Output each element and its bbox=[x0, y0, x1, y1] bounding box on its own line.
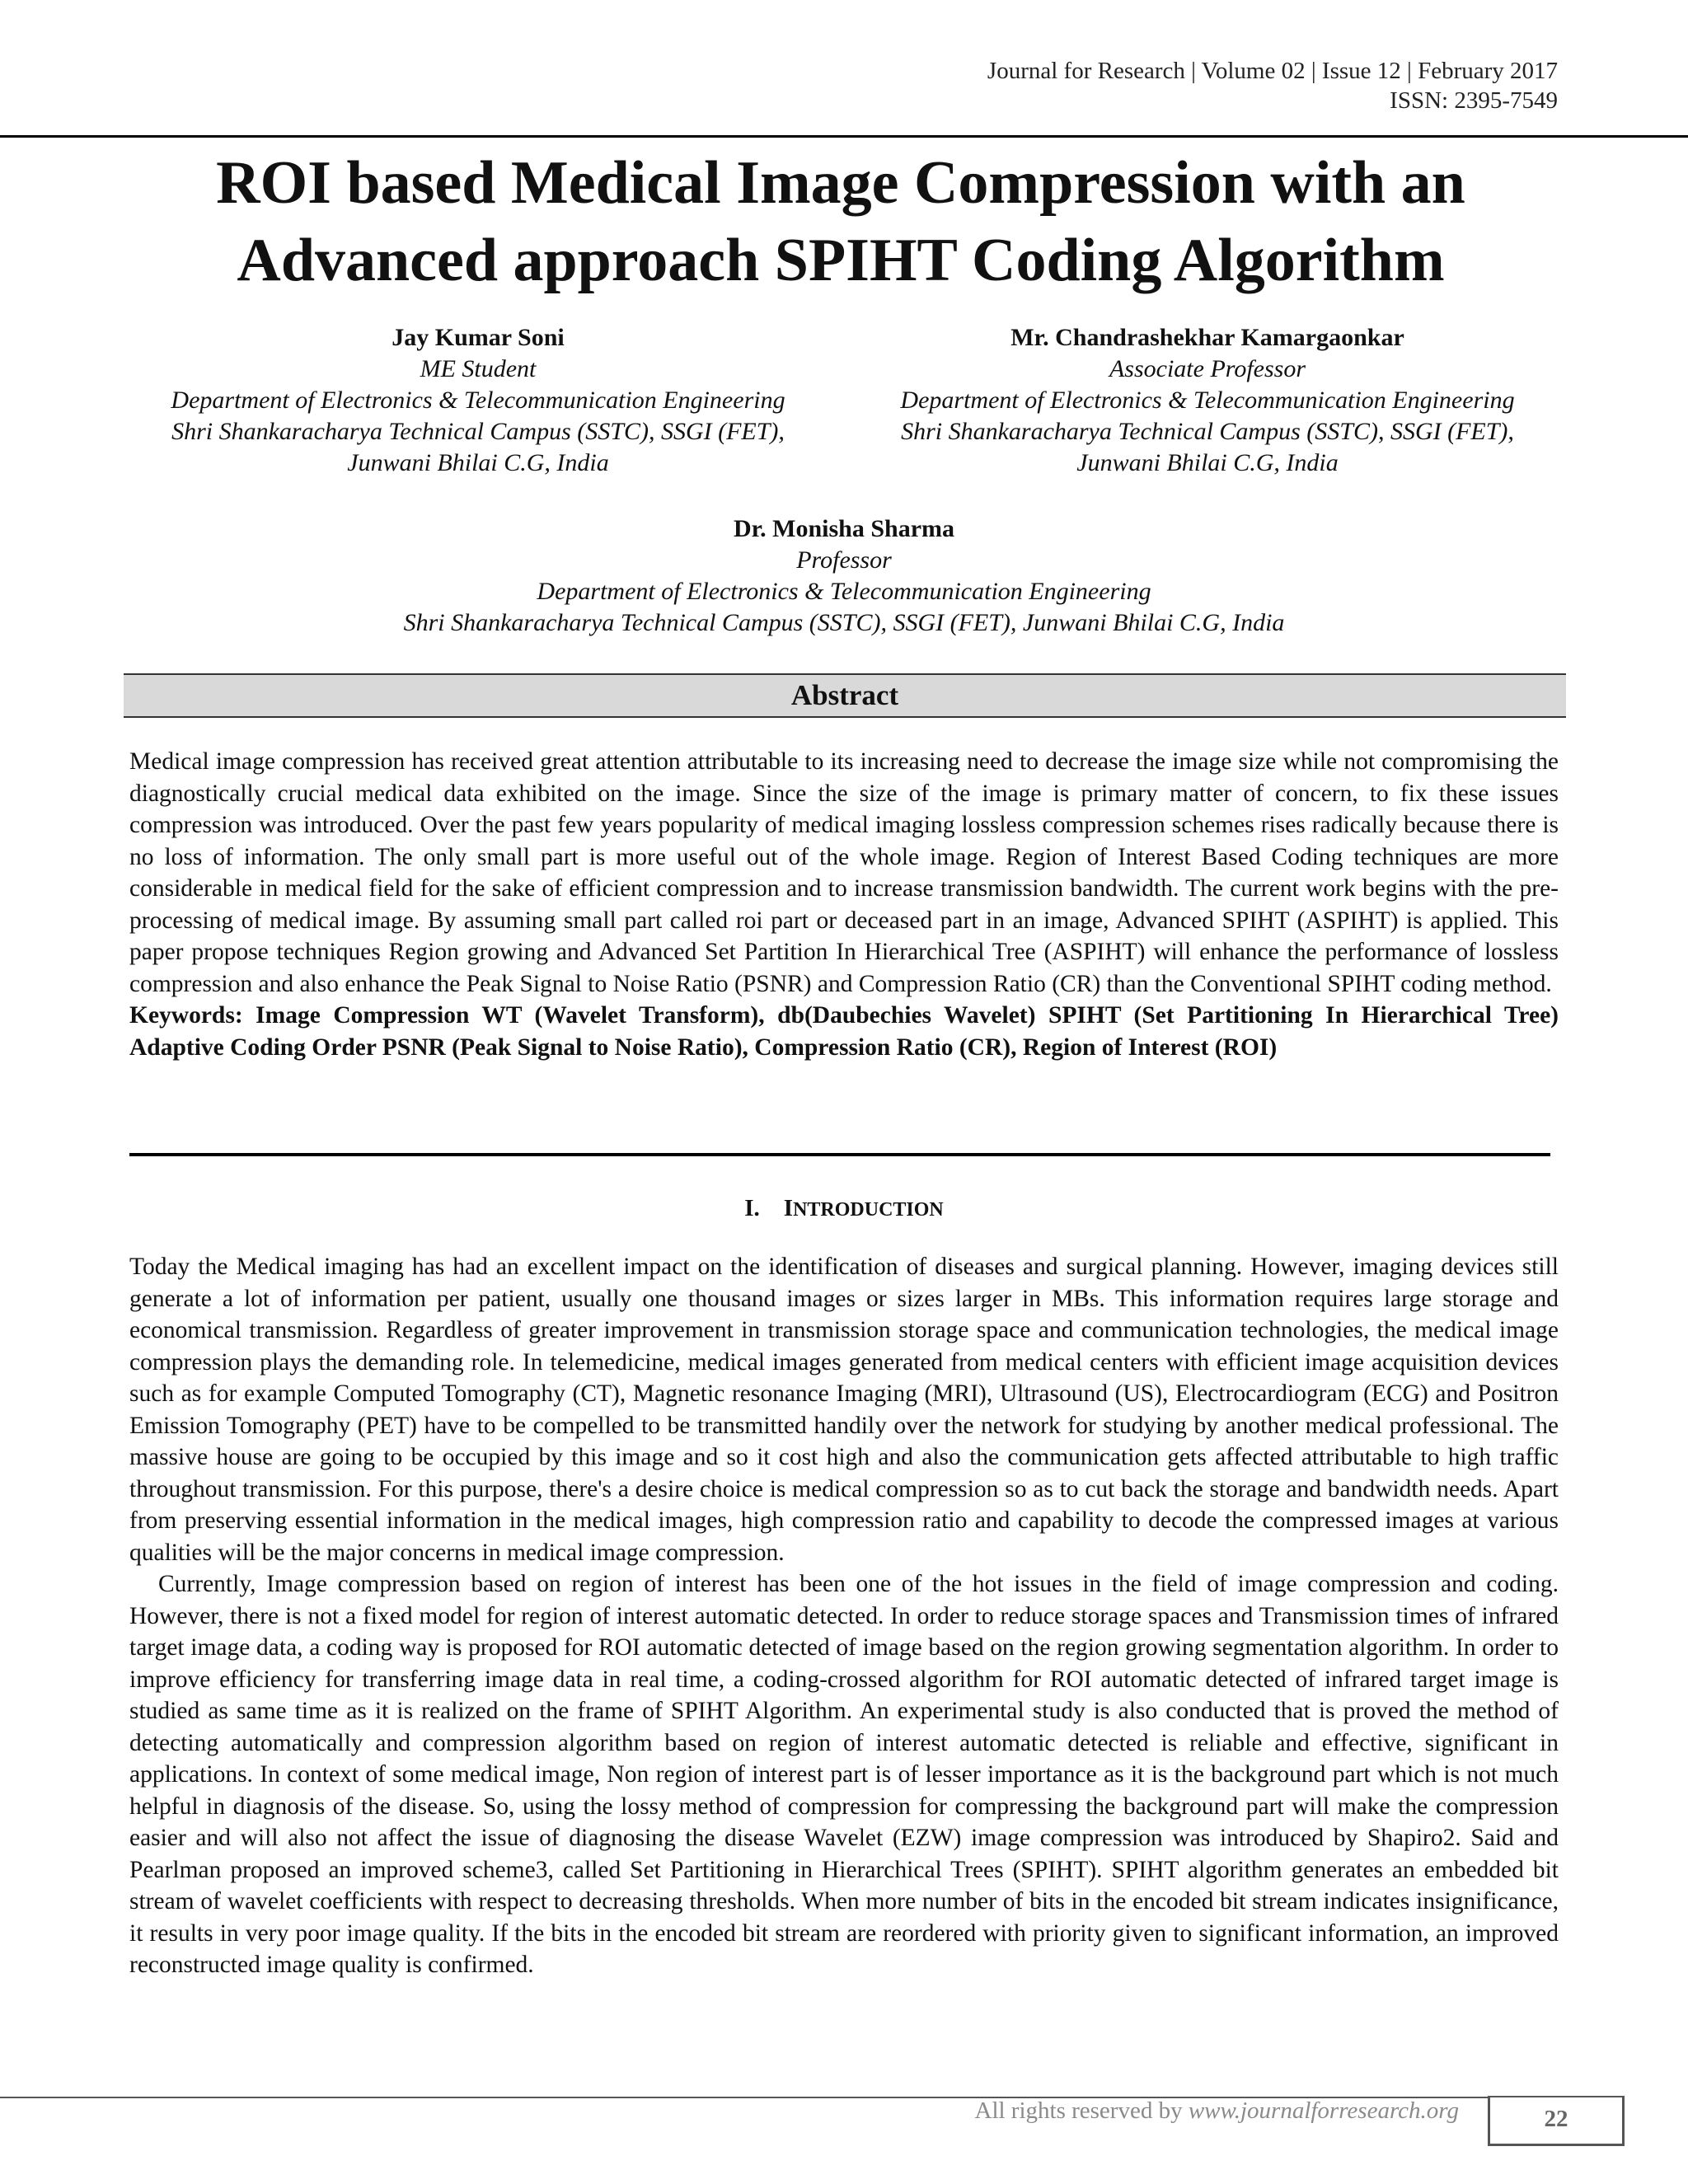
author-institution: Shri Shankaracharya Technical Campus (SSTC), SSGI (FET), Junwani Bhilai C.G, India bbox=[403, 609, 1285, 636]
author-department: Department of Electronics & Telecommunication Engineering bbox=[537, 578, 1151, 605]
paper-title bbox=[99, 144, 1582, 299]
section-heading-introduction bbox=[0, 1193, 1688, 1225]
author-block-3 bbox=[206, 513, 1482, 639]
abstract-divider bbox=[129, 1153, 1550, 1156]
section-title-initial: I bbox=[783, 1195, 794, 1221]
abstract-text: Medical image compression has received great attention attributable to its increasing need to decrease the image size while not compromising the diagnostically crucial medical data exhibited on the image. Since the size of the image is primary matter of concern, to fix these issues compression was introduced. Over the past few years popularity of medical imaging lossless compression schemes rises radically because there is no loss of information. The only small part is more useful out of the whole image. Region of Interest Based Coding techniques are more considerable in medical field for the sake of efficient compression and to increase transmission bandwidth. The current work begins with the pre-processing of medical image. By assuming small part called roi part or deceased part in an image, Advanced SPIHT (ASPIHT) is applied. This paper propose techniques Region growing and Advanced Set Partition In Hierarchical Tree (ASPIHT) will enhance the performance of lossless compression and also enhance the Peak Signal to Noise Ratio (PSNR) and Compression Ratio (CR) than the Conventional SPIHT coding method. bbox=[129, 748, 1559, 997]
page-number: 22 bbox=[1544, 2106, 1568, 2132]
introduction-body bbox=[129, 1251, 1559, 1981]
author-department: Department of Electronics & Telecommunication Engineering bbox=[171, 387, 785, 414]
title-line-2: Advanced approach SPIHT Coding Algorithm bbox=[237, 227, 1445, 294]
author-institution: Shri Shankaracharya Technical Campus (SSTC), SSGI (FET), bbox=[901, 418, 1514, 445]
paragraph: Currently, Image compression based on region of interest has been one of the hot issues in the field of image compression and coding. However, there is not a fixed model for region of interest automatic detected. In order to reduce storage spaces and Transmission times of infrared target image data, a coding way is proposed for ROI automatic detected of image based on the region growing segmentation algorithm. In order to improve efficiency for transferring image data in real time, a coding-crossed algorithm for ROI automatic detected of infrared target image is studied as same time as it is realized on the frame of SPIHT Algorithm. An experimental study is also conducted that is proved the method of detecting automatically and compression algorithm based on region of interest automatic detected is reliable and effective, significant in applications. In context of some medical image, Non region of interest part is of lesser importance as it is the background part which is not much helpful in diagnosis of the disease. So, using the lossy method of compression for compressing the background part will make the compression easier and will also not affect the issue of diagnosing the disease Wavelet (EZW) image compression was introduced by Shapiro2. Said and Pearlman proposed an improved scheme3, called Set Partitioning in Hierarchical Trees (SPIHT). SPIHT algorithm generates an embedded bit stream of wavelet coefficients with respect to decreasing thresholds. When more number of bits in the encoded bit stream indicates insignificance, it results in very poor image quality. If the bits in the encoded bit stream are reordered with priority given to significant information, an improved reconstructed image quality is confirmed. bbox=[129, 1571, 1559, 1978]
author-institution: Shri Shankaracharya Technical Campus (SSTC), SSGI (FET), bbox=[171, 418, 785, 445]
section-title-rest: NTRODUCTION bbox=[793, 1199, 944, 1221]
abstract-body bbox=[129, 746, 1559, 1063]
author-location: Junwani Bhilai C.G, India bbox=[1076, 449, 1339, 476]
header-divider bbox=[0, 135, 1688, 138]
author-location: Junwani Bhilai C.G, India bbox=[347, 449, 609, 476]
footer-copyright bbox=[975, 2096, 1460, 2125]
issn: ISSN: 2395-7549 bbox=[1390, 87, 1558, 114]
abstract-heading: Abstract bbox=[124, 673, 1566, 718]
footer-url[interactable]: www.journalforresearch.org bbox=[1188, 2097, 1459, 2124]
paragraph: Today the Medical imaging has had an excellent impact on the identification of diseases and surgical planning. However, imaging devices still generate a lot of information per patient, usually one thousand images or sizes larger in MBs. This information requires large storage and economical transmission. Regardless of greater improvement in transmission storage space and communication technologies, the medical image compression plays the demanding role. In telemedicine, medical images generated from medical centers with efficient image acquisition devices such as for example Computed Tomography (CT), Magnetic resonance Imaging (MRI), Ultrasound (US), Electrocardiogram (ECG) and Positron Emission Tomography (PET) have to be compelled to be transmitted handily over the network for studying by another medical professional. The massive house are going to be occupied by this image and so it cost high and also the communication gets affected attributable to high traffic throughout transmission. For this purpose, there's a desire choice is medical compression so as to cut back the storage and bandwidth needs. Apart from preserving essential information in the medical images, high compression ratio and capability to decode the compressed images at various qualities will be the major concerns in medical image compression. bbox=[129, 1254, 1559, 1566]
author-department: Department of Electronics & Telecommunication Engineering bbox=[900, 387, 1515, 414]
author-name: Dr. Monisha Sharma bbox=[733, 515, 955, 542]
section-number: I. bbox=[744, 1195, 760, 1221]
keywords: Keywords: Image Compression WT (Wavelet Transform), db(Daubechies Wavelet) SPIHT (Set Partitioning In Hierarchical Tree) Adaptive Coding Order PSNR (Peak Signal to Noise Ratio), Compression Ratio (CR), Region of Interest (ROI) bbox=[129, 1002, 1559, 1061]
author-role: Professor bbox=[796, 546, 892, 574]
author-block-2 bbox=[849, 322, 1566, 479]
footer-rights: All rights reserved by bbox=[974, 2097, 1189, 2124]
author-name: Jay Kumar Soni bbox=[392, 324, 565, 351]
author-role: ME Student bbox=[420, 355, 537, 382]
author-block-1 bbox=[124, 322, 832, 479]
journal-header bbox=[987, 56, 1558, 115]
title-line-1: ROI based Medical Image Compression with an bbox=[216, 149, 1465, 217]
journal-info: Journal for Research | Volume 02 | Issue 12 | February 2017 bbox=[987, 58, 1558, 84]
author-role: Associate Professor bbox=[1109, 355, 1306, 382]
author-name: Mr. Chandrashekhar Kamargaonkar bbox=[1010, 324, 1404, 351]
